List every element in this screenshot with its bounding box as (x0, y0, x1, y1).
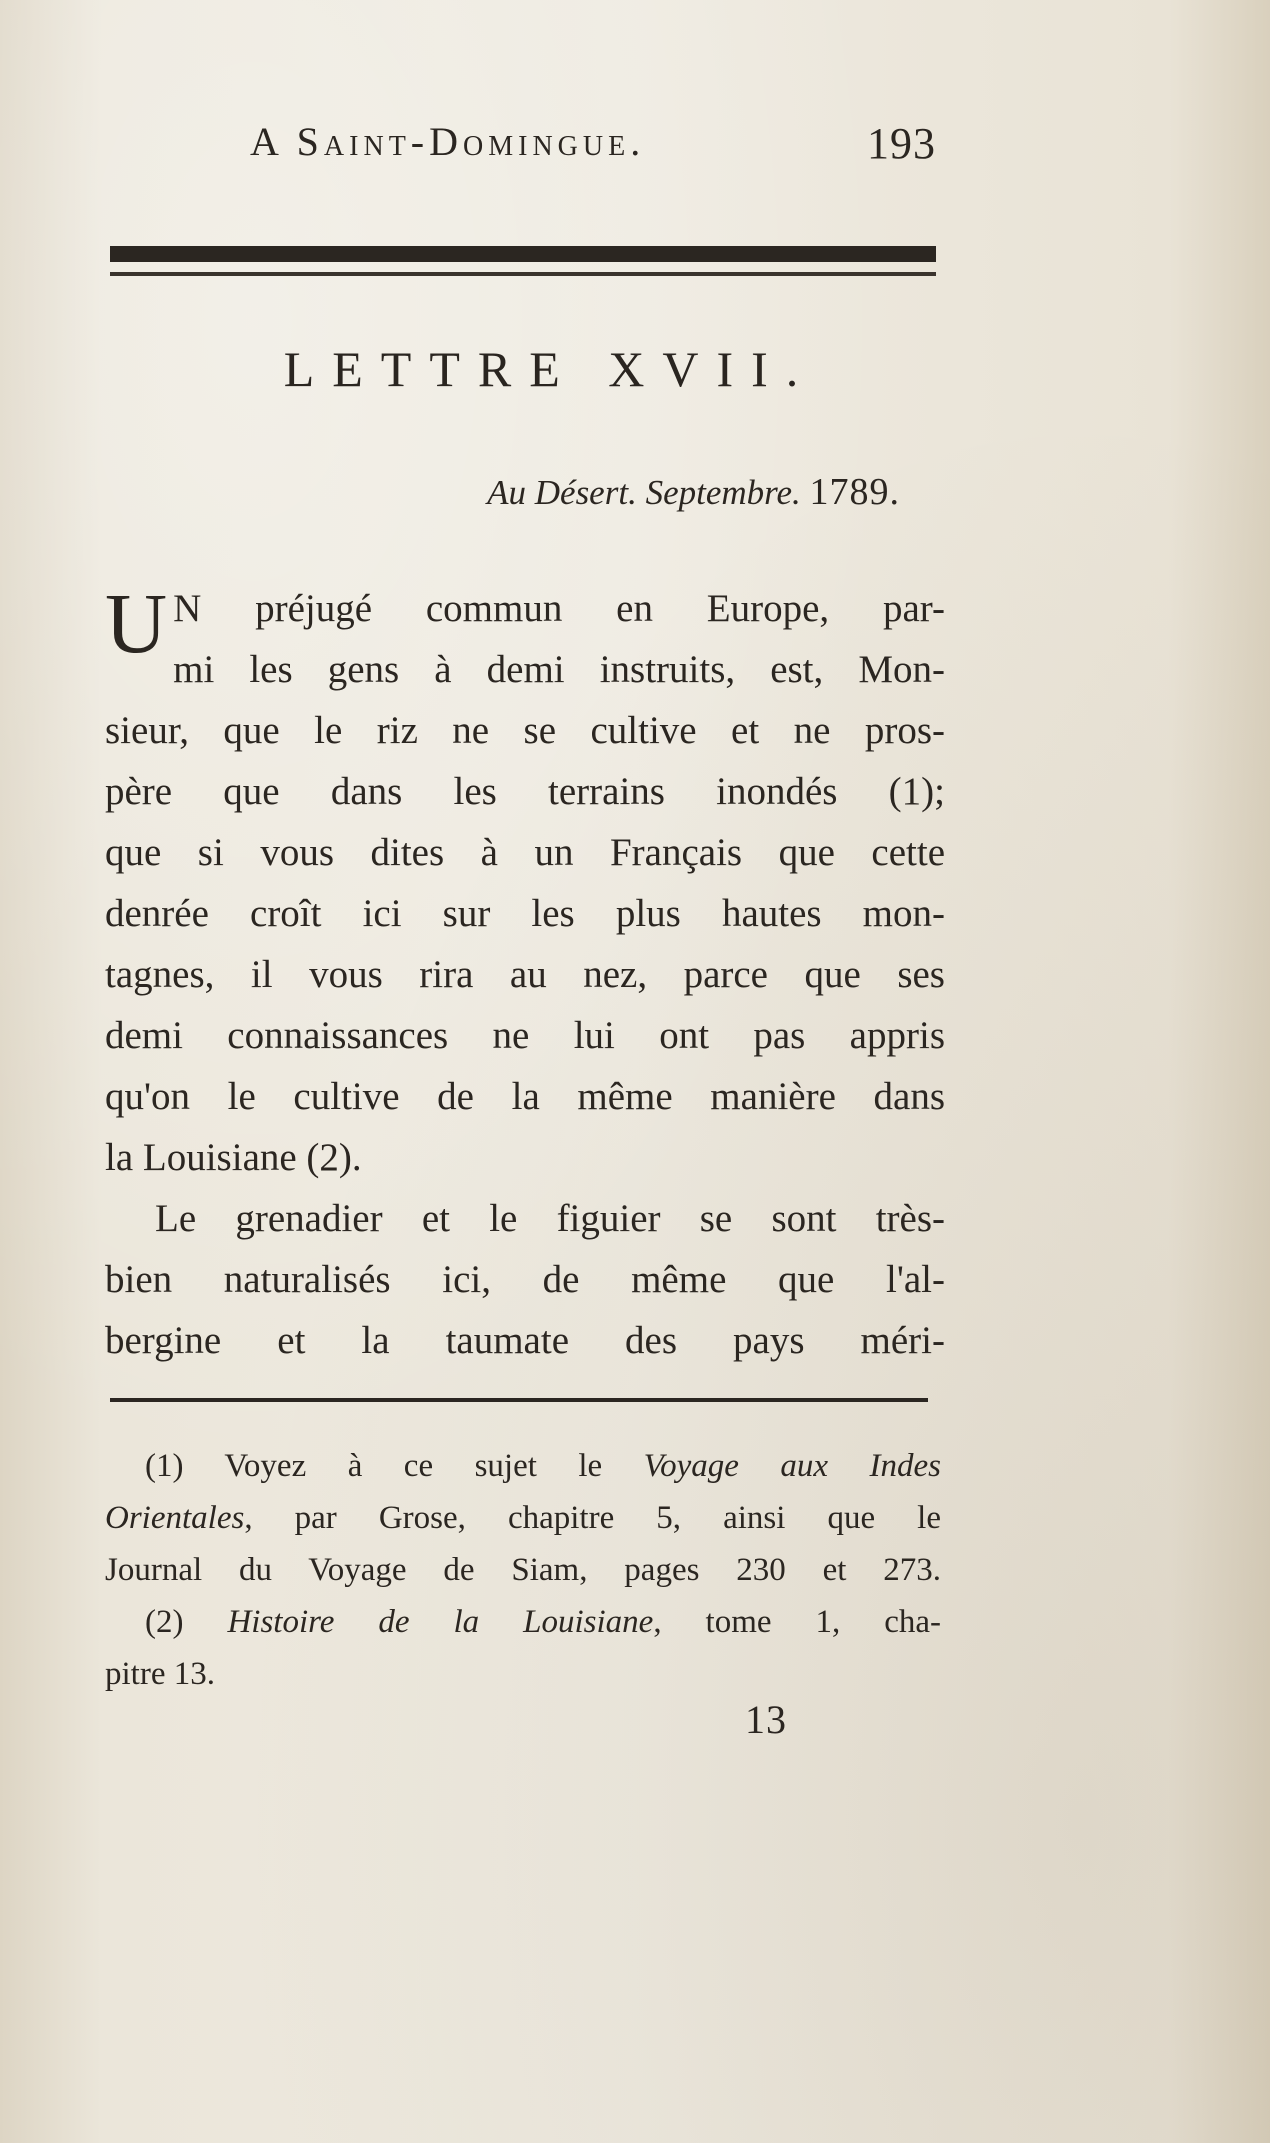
dateline-text: Au Désert. Septembre. (487, 473, 801, 512)
footnote-2-line-1 (105, 1596, 941, 1648)
footnote-1-line-2 (105, 1492, 941, 1544)
footnote-1-text-cont: , par Grose, chapitre 5, ainsi que le (244, 1500, 941, 1536)
header-thin-rule (110, 272, 936, 276)
footnote-2-line-2: pitre 13. (105, 1656, 215, 1692)
running-title: A Saint-Domingue. (250, 119, 646, 164)
footnote-2-title: Histoire de la Louisiane (227, 1604, 654, 1640)
drop-cap: U (105, 575, 168, 671)
body-line: demi connaissances ne lui ont pas appris (105, 1014, 945, 1057)
body-line: qu'on le cultive de la même manière dans (105, 1075, 945, 1118)
footnote-1-line-1 (105, 1440, 941, 1492)
footnote-1-line-3: Journal du Voyage de Siam, pages 230 et 273. (105, 1552, 941, 1588)
body-line: N préjugé commun en Europe, par- (173, 587, 945, 630)
dateline-year: 1789. (809, 471, 900, 513)
signature-mark: 13 (745, 1697, 787, 1742)
footnote-rule (110, 1398, 928, 1402)
body-line: père que dans les terrains inondés (1); (105, 770, 945, 813)
letter-title: LETTRE XVII. (283, 341, 817, 397)
header-thick-rule (110, 246, 936, 262)
body-line: Le grenadier et le figuier se sont très- (155, 1197, 945, 1240)
footnote-2-marker: (2) (145, 1604, 184, 1640)
letter-body (105, 575, 945, 1371)
running-head (250, 110, 950, 170)
body-line: denrée croît ici sur les plus hautes mon- (105, 892, 945, 935)
footnote-1-title: Voyage aux Indes (643, 1448, 942, 1484)
body-line: que si vous dites à un Français que cette (105, 831, 945, 874)
footnotes (105, 1440, 941, 1700)
footnote-1-text: Voyez à ce sujet le (224, 1448, 603, 1484)
footnote-1-title-cont: Orientales (105, 1500, 245, 1536)
footnote-2-text: , tome 1, cha- (653, 1604, 941, 1640)
footnote-1-marker: (1) (145, 1448, 184, 1484)
dateline (487, 470, 900, 514)
body-line: bergine et la taumate des pays méri- (105, 1319, 945, 1362)
body-line: bien naturalisés ici, de même que l'al- (105, 1258, 945, 1301)
body-line: mi les gens à demi instruits, est, Mon- (173, 648, 945, 691)
body-line: tagnes, il vous rira au nez, parce que ses (105, 953, 945, 996)
body-line: sieur, que le riz ne se cultive et ne pros- (105, 709, 945, 752)
page-number: 193 (867, 119, 936, 168)
body-line: la Louisiane (2). (105, 1136, 362, 1179)
